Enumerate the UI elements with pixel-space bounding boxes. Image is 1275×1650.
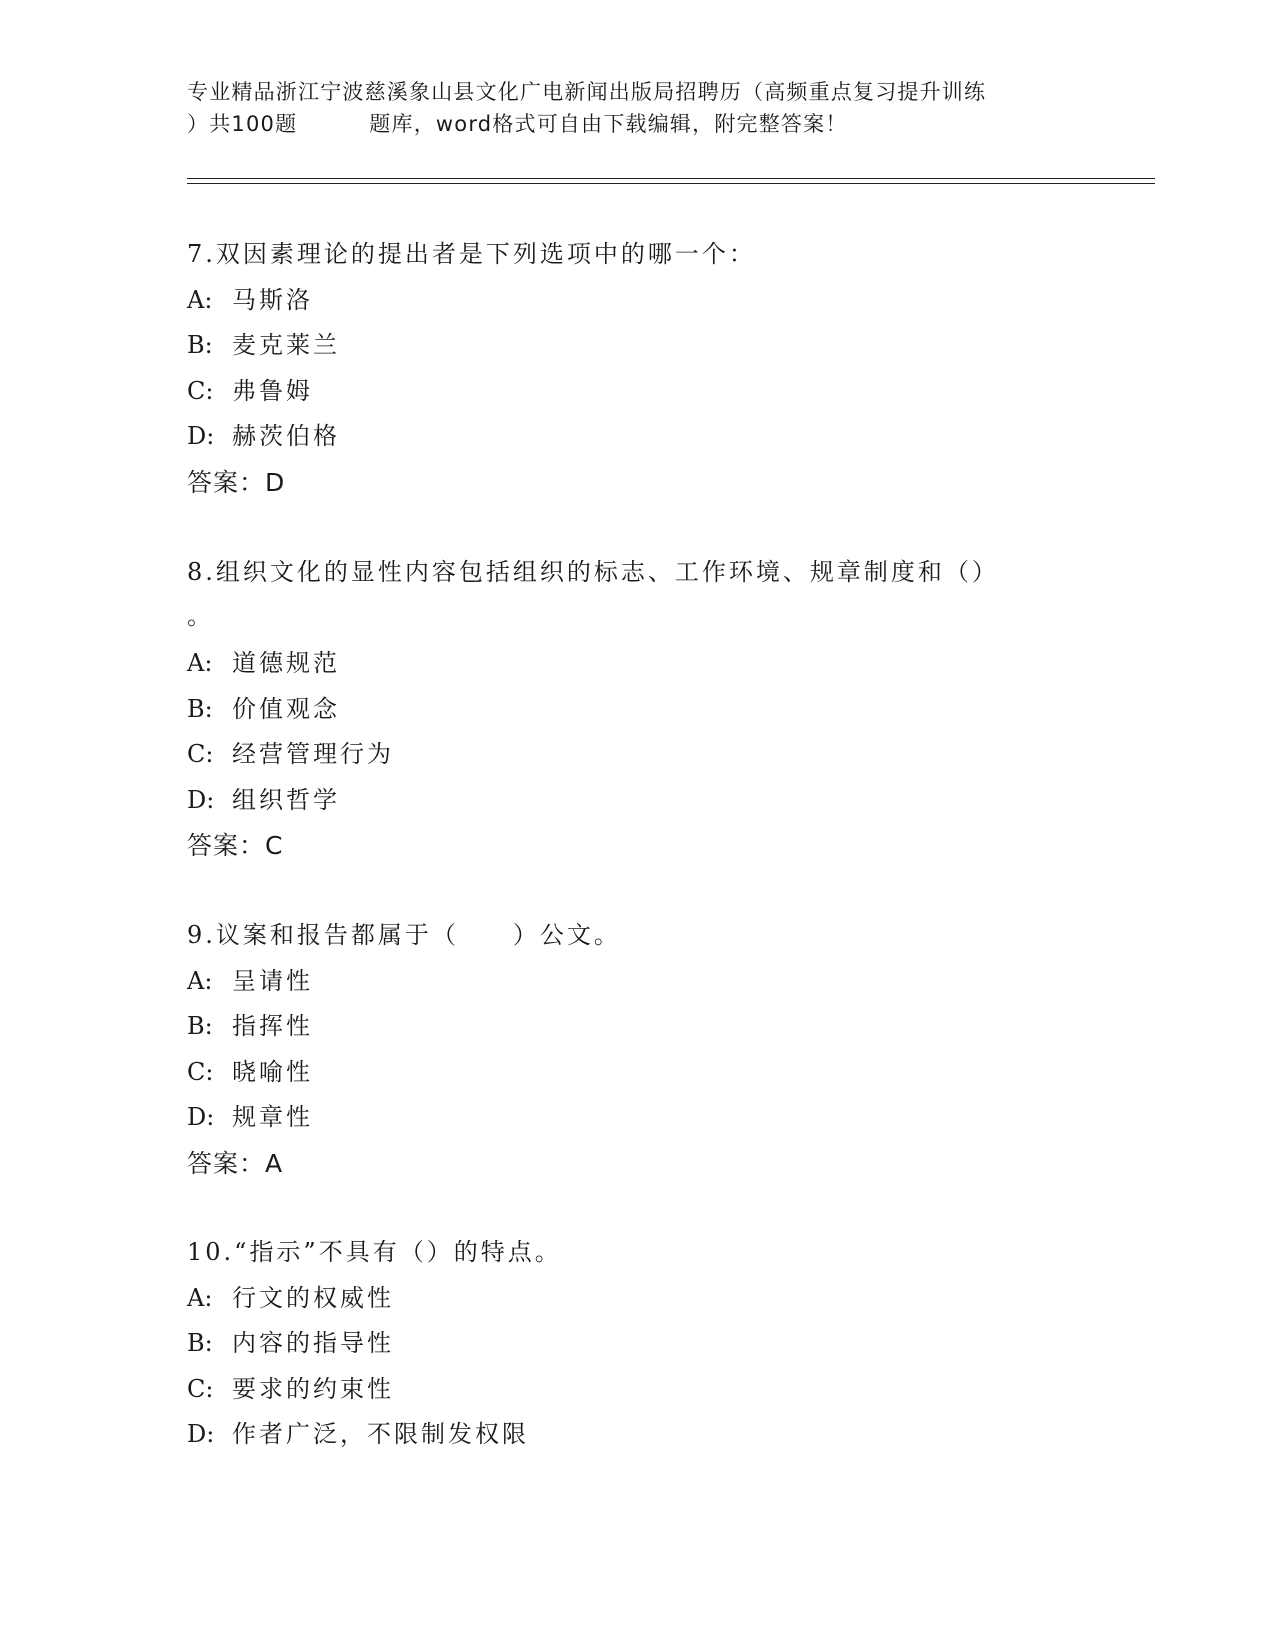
question-8 xyxy=(187,550,1087,869)
option-letter: C: xyxy=(187,740,214,768)
option-letter: C: xyxy=(187,376,214,405)
option-text: 马斯洛 xyxy=(232,285,313,314)
option-text: 要求的约束性 xyxy=(232,1374,394,1403)
option-text: 道德规范 xyxy=(232,649,340,677)
option-letter: B: xyxy=(187,331,213,359)
option-letter: C: xyxy=(187,1057,214,1086)
question-stem-continued: 。 xyxy=(187,601,214,630)
option-b xyxy=(187,1004,1087,1050)
option-text: 赫茨伯格 xyxy=(232,422,340,450)
option-letter: D: xyxy=(187,785,215,814)
answer-line: 答案：C xyxy=(187,831,284,860)
option-text: 呈请性 xyxy=(232,966,313,995)
option-a xyxy=(187,959,1087,1005)
option-c xyxy=(187,1050,1087,1096)
document-header xyxy=(187,76,1087,140)
header-line-2b: 题库，word格式可自由下载编辑，附完整答案！ xyxy=(369,112,848,136)
question-10 xyxy=(187,1230,1087,1458)
header-line-2a: ）共100题 xyxy=(187,112,298,136)
option-text: 作者广泛，不限制发权限 xyxy=(232,1420,529,1448)
question-stem: 10.“指示”不具有（）的特点。 xyxy=(187,1238,562,1266)
option-d xyxy=(187,778,1087,824)
option-letter: C: xyxy=(187,1374,214,1403)
header-divider-top xyxy=(187,178,1155,179)
option-b xyxy=(187,1321,1087,1367)
option-d xyxy=(187,1412,1087,1458)
option-text: 价值观念 xyxy=(232,694,340,723)
question-7 xyxy=(187,232,1087,505)
header-line-2 xyxy=(187,108,1087,140)
header-line-1: 专业精品浙江宁波慈溪象山县文化广电新闻出版局招聘历（高频重点复习提升训练 xyxy=(187,80,987,104)
option-c xyxy=(187,369,1087,415)
option-d xyxy=(187,414,1087,460)
option-b xyxy=(187,687,1087,733)
option-c xyxy=(187,732,1087,778)
option-text: 经营管理行为 xyxy=(232,740,394,768)
option-text: 组织哲学 xyxy=(232,785,340,814)
option-a xyxy=(187,278,1087,324)
question-9 xyxy=(187,913,1087,1186)
option-d xyxy=(187,1095,1087,1141)
question-stem: 7.双因素理论的提出者是下列选项中的哪一个： xyxy=(187,240,756,268)
option-text: 麦克莱兰 xyxy=(232,331,340,359)
option-letter: D: xyxy=(187,422,215,450)
option-letter: A: xyxy=(187,285,213,314)
option-letter: B: xyxy=(187,694,213,723)
option-a xyxy=(187,641,1087,687)
option-text: 晓喻性 xyxy=(232,1057,313,1086)
header-divider-bottom xyxy=(187,183,1155,184)
option-text: 规章性 xyxy=(232,1103,313,1131)
answer-line: 答案：A xyxy=(187,1148,284,1178)
option-text: 弗鲁姆 xyxy=(232,376,313,405)
option-letter: A: xyxy=(187,1283,213,1312)
answer-line: 答案：D xyxy=(187,467,286,497)
option-letter: A: xyxy=(187,966,213,995)
option-text: 指挥性 xyxy=(232,1012,313,1040)
option-text: 行文的权威性 xyxy=(232,1283,394,1312)
option-text: 内容的指导性 xyxy=(232,1329,394,1357)
option-letter: A: xyxy=(187,649,213,677)
option-letter: D: xyxy=(187,1103,215,1131)
option-a xyxy=(187,1276,1087,1322)
question-stem: 9.议案和报告都属于（ ）公文。 xyxy=(187,921,621,949)
question-stem: 8.组织文化的显性内容包括组织的标志、工作环境、规章制度和（） xyxy=(187,558,999,586)
option-b xyxy=(187,323,1087,369)
option-letter: B: xyxy=(187,1012,213,1040)
option-letter: D: xyxy=(187,1420,215,1448)
option-letter: B: xyxy=(187,1329,213,1357)
option-c xyxy=(187,1367,1087,1413)
